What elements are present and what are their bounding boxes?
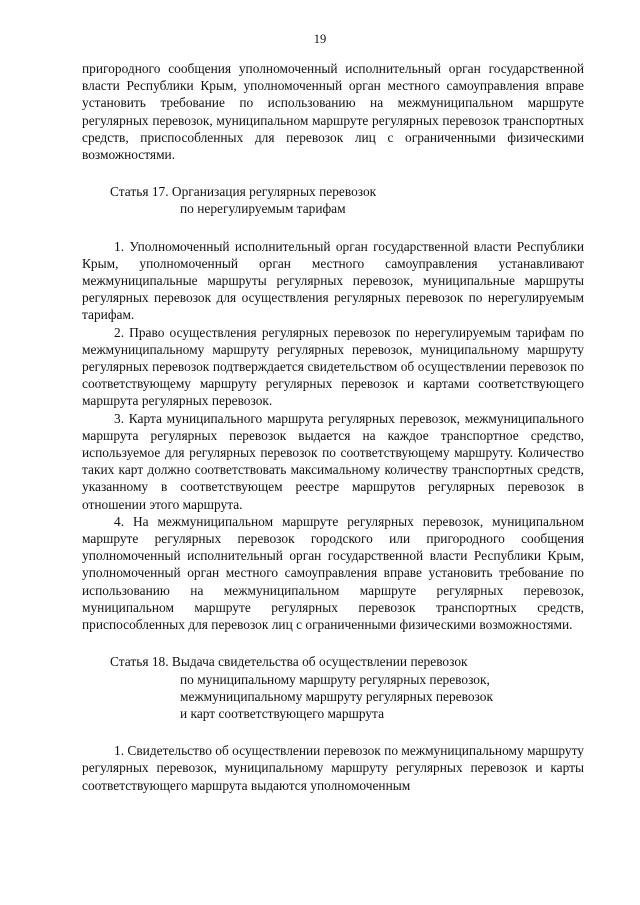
- document-body: [82, 60, 584, 794]
- article-18-heading: [110, 653, 584, 722]
- article-17-paragraph-4: 4. На межмуниципальном маршруте регулярных перевозок, муниципальном маршруте регулярных перевозок городского или пригородного сообщения уполномоченный исполнительный орган государственной власти Республики Крым, уполномоченный орган местного самоуправления вправе установить требование по использованию на межмуниципальном маршруте регулярных перевозок, муниципальном маршруте регулярных перевозок транспортных средств, приспособленных для перевозок лиц с ограниченными физическими возможностями.: [82, 513, 584, 633]
- article-18-title: Статья 18. Выдача свидетельства об осуществлении перевозок: [110, 654, 468, 670]
- article-17-heading: [110, 183, 584, 217]
- article-17-paragraph-1: 1. Уполномоченный исполнительный орган государственной власти Республики Крым, уполномоченный орган местного самоуправления устанавливают межмуниципальные маршруты регулярных перевозок, муниципальные маршруты регулярных перевозок для осуществления регулярных перевозок по нерегулируемым тарифам.: [82, 238, 584, 323]
- article-17-paragraph-2: 2. Право осуществления регулярных перевозок по нерегулируемым тарифам по межмуниципальному маршруту регулярных перевозок, муниципальному маршруту регулярных перевозок подтверждается свидетельством об осуществлении перевозок по соответствующему маршруту регулярных перевозок и картами соответствующего маршрута регулярных перевозок.: [82, 324, 584, 409]
- intro-paragraph: пригородного сообщения уполномоченный исполнительный орган государственной власти Республики Крым, уполномоченный орган местного самоуправления вправе установить требование по использованию на межмуниципальном маршруте регулярных перевозок, муниципальном маршруте регулярных перевозок транспортных средств, приспособленных для перевозок лиц с ограниченными физическими возможностями.: [82, 61, 584, 163]
- article-18-title-cont-3: и карт соответствующего маршрута: [180, 705, 385, 721]
- article-18-title-cont-2: межмуниципальному маршруту регулярных перевозок: [180, 688, 493, 704]
- page-number: 19: [313, 32, 327, 46]
- article-17-title-cont: по нерегулируемым тарифам: [180, 201, 346, 217]
- article-17-title: Статья 17. Организация регулярных перевозок: [110, 184, 377, 200]
- article-18-paragraph-1: 1. Свидетельство об осуществлении перевозок по межмуниципальному маршруту регулярных перевозок, муниципальному маршруту регулярных перевозок и карты соответствующего маршрута выдаются уполномоченным: [82, 743, 584, 793]
- article-18-title-cont-1: по муниципальному маршруту регулярных перевозок,: [180, 671, 490, 687]
- article-17-paragraph-3: 3. Карта муниципального маршрута регулярных перевозок, межмуниципального маршрута регулярных перевозок выдается на каждое транспортное средство, используемое для регулярных перевозок по соответствующему маршруту. Количество таких карт должно соответствовать максимальному количеству транспортных средств, указанному в соответствующем реестре маршрутов регулярных перевозок в отношении этого маршрута.: [82, 410, 584, 512]
